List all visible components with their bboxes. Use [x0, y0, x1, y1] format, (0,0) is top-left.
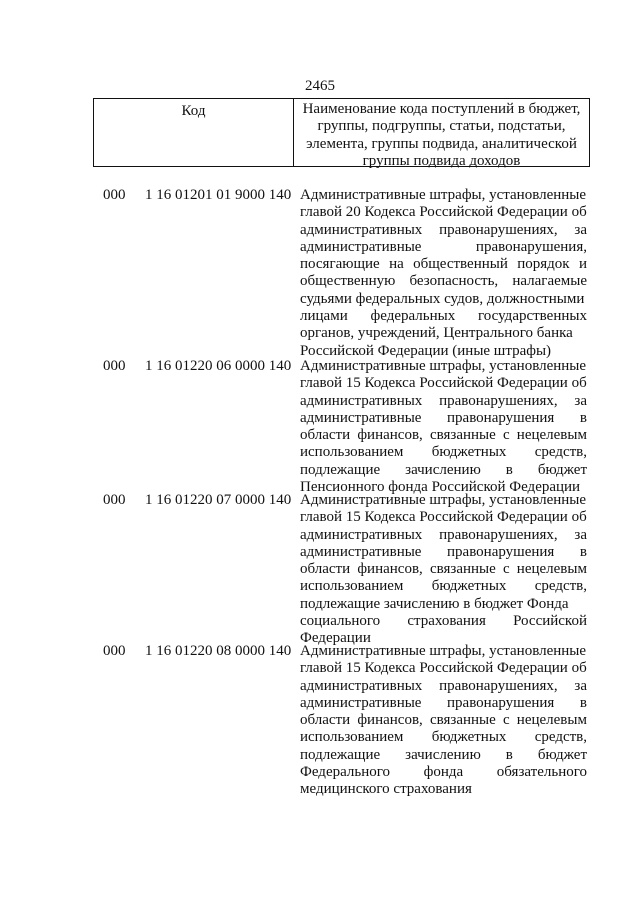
description-line: Административные штрафы, установленные	[300, 492, 587, 508]
description-line: главой 15 Кодекса Российской Федерации об	[300, 660, 587, 677]
description-line: административных правонарушениях, за	[300, 392, 587, 409]
description-line: административные правонарушения в	[300, 694, 587, 711]
description-line: области финансов, связанные с нецелевым	[300, 427, 587, 444]
description-line: административных правонарушениях, за	[300, 221, 587, 238]
description-line: Административные штрафы, установленные	[300, 643, 587, 659]
revenue-description	[300, 358, 587, 496]
description-line: административных правонарушениях, за	[300, 526, 587, 543]
header-name-line: Наименование кода поступлений в бюджет,	[302, 101, 581, 117]
revenue-description	[300, 187, 587, 360]
header-name-line: группы, подгруппы, статьи, подстатьи,	[317, 118, 566, 135]
description-line: Российской Федерации (иные штрафы)	[300, 342, 552, 359]
admin-code: 000	[103, 492, 126, 508]
description-line: административные правонарушения,	[300, 238, 587, 255]
description-line: административных правонарушениях, за	[300, 677, 587, 694]
header-code-cell: Код	[94, 99, 294, 166]
description-line: социального страхования Российской	[300, 613, 587, 630]
description-line: главой 20 Кодекса Российской Федерации об	[300, 204, 587, 221]
description-line: подлежащие зачислению в бюджет	[300, 461, 587, 478]
revenue-description	[300, 643, 587, 799]
revenue-description	[300, 492, 587, 648]
description-line: судьями федеральных судов, должностными	[300, 290, 585, 307]
description-line: Пенсионного фонда Российской Федерации	[300, 479, 581, 496]
header-name-line: элемента, группы подвида, аналитической	[306, 135, 577, 152]
description-line: использованием бюджетных средств,	[300, 578, 587, 595]
description-line: Административные штрафы, установленные	[300, 358, 587, 374]
description-line: Административные штрафы, установленные	[300, 187, 587, 203]
description-line: главой 15 Кодекса Российской Федерации об	[300, 375, 587, 392]
description-line: области финансов, связанные с нецелевым	[300, 712, 587, 729]
header-name-line: группы подвида доходов	[362, 152, 521, 169]
admin-code: 000	[103, 187, 126, 203]
description-line: административные правонарушения в	[300, 543, 587, 560]
description-line: лицами федеральных государственных	[300, 308, 587, 325]
description-line: использованием бюджетных средств,	[300, 729, 587, 746]
header-name-cell	[294, 99, 589, 169]
description-line: медицинского страхования	[300, 781, 472, 798]
header-table	[93, 98, 590, 167]
revenue-code: 1 16 01201 01 9000 140	[145, 187, 292, 203]
description-line: Федерального фонда обязательного	[300, 764, 587, 781]
description-line: использованием бюджетных средств,	[300, 444, 587, 461]
description-line: Федерации	[300, 630, 371, 647]
admin-code: 000	[103, 643, 126, 659]
description-line: посягающие на общественный порядок и	[300, 256, 587, 273]
description-line: подлежащие зачислению в бюджет	[300, 746, 587, 763]
description-line: органов, учреждений, Центрального банка	[300, 325, 573, 342]
description-line: главой 15 Кодекса Российской Федерации об	[300, 509, 587, 526]
revenue-code: 1 16 01220 08 0000 140	[145, 643, 292, 659]
description-line: административные правонарушения в	[300, 409, 587, 426]
description-line: области финансов, связанные с нецелевым	[300, 561, 587, 578]
admin-code: 000	[103, 358, 126, 374]
description-line: подлежащие зачислению в бюджет Фонда	[300, 595, 569, 612]
revenue-code: 1 16 01220 07 0000 140	[145, 492, 292, 508]
description-line: общественную безопасность, налагаемые	[300, 273, 587, 290]
page-number: 2465	[305, 78, 335, 94]
revenue-code: 1 16 01220 06 0000 140	[145, 358, 292, 374]
